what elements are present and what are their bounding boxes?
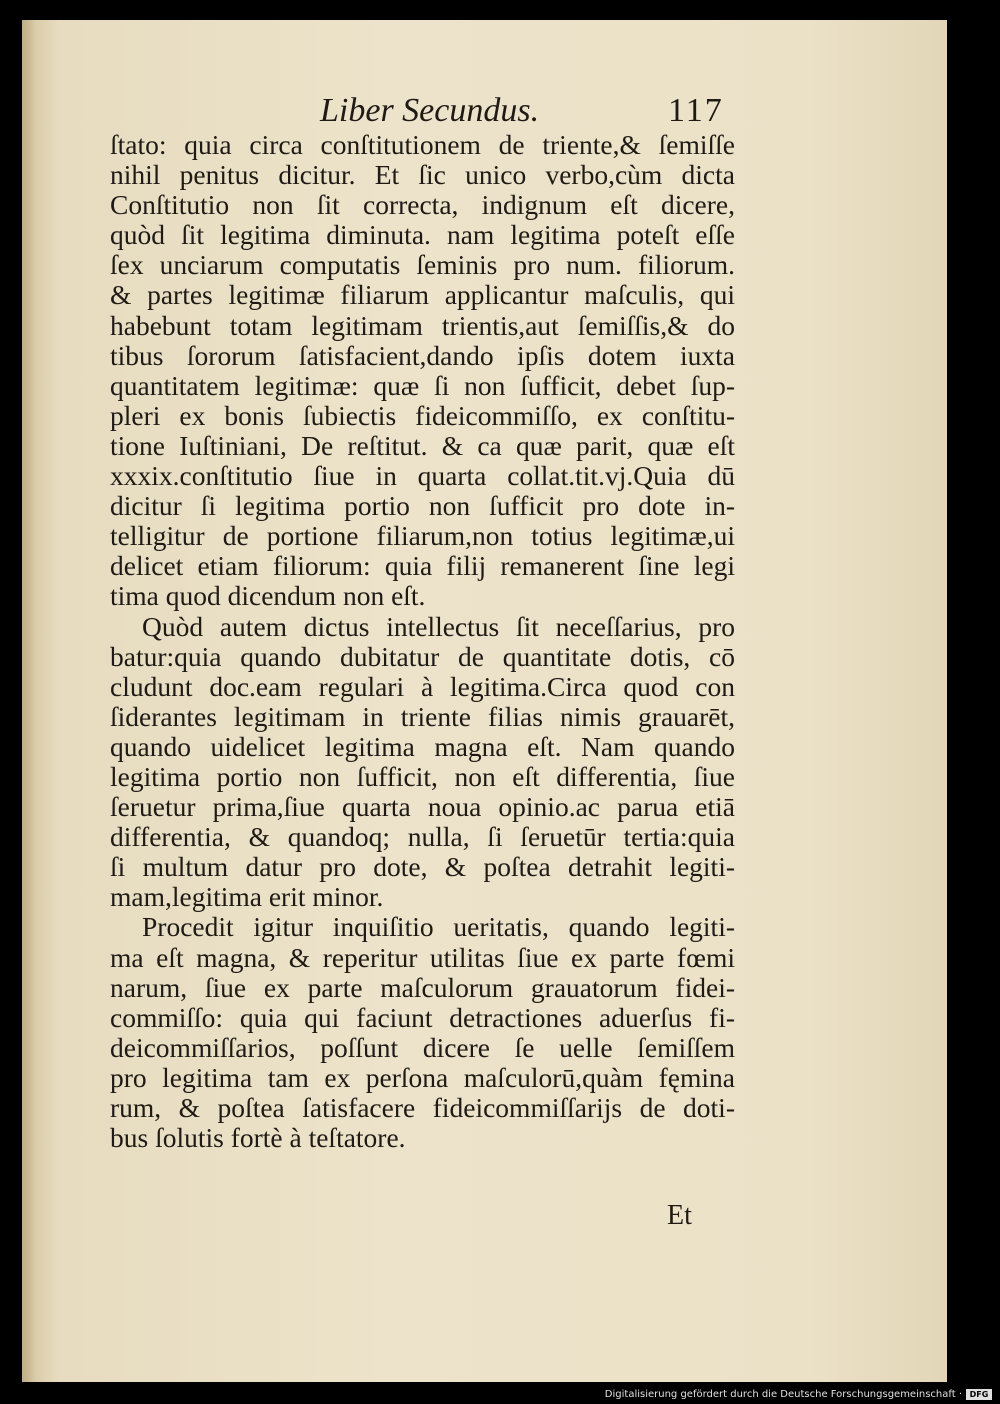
text-line: tione Iuſtiniani, De reſtitut. & ca quæ parit, quæ eſt	[110, 429, 735, 461]
page-number: 117	[668, 92, 724, 129]
text-line: batur:quia quando dubitatur de quantitate dotis, cō	[110, 640, 735, 672]
text-line: xxxix.conſtitutio ſiue in quarta collat.tit.vj.Quia dū	[110, 460, 735, 492]
text-line: Procedit igitur inquiſitio ueritatis, quando legiti-	[142, 911, 735, 943]
text-line: tibus ſororum ſatisfacient,dando ipſis dotem iuxta	[110, 339, 735, 371]
text-line: quando uidelicet legitima magna eſt. Nam quando	[110, 730, 735, 762]
text-line: dicitur ſi legitima portio non ſufficit pro dote in-	[110, 490, 735, 522]
text-line: tima quod dicendum non eſt.	[110, 580, 426, 612]
text-line: narum, ſiue ex parte maſculorum grauatorum fidei-	[110, 971, 735, 1003]
text-line: habebunt totam legitimam trientis,aut ſemiſſis,& do	[110, 309, 735, 341]
text-line: pro legitima tam ex perſona maſculorū,quàm fęmina	[110, 1061, 735, 1093]
text-line: Quòd autem dictus intellectus ſit neceſſarius, pro	[142, 610, 735, 642]
text-line: legitima portio non ſufficit, non eſt differentia, ſiue	[110, 760, 735, 792]
text-line: & partes legitimæ filiarum applicantur maſculis, qui	[110, 279, 735, 311]
digitization-credit: Digitalisierung gefördert durch die Deutsche Forschungsgemeinschaft ·	[604, 1389, 962, 1400]
text-line: quantitatem legitimæ: quæ ſi non ſufficit, debet ſup-	[110, 369, 735, 401]
text-line: telligitur de portione filiarum,non totius legitimæ,ui	[110, 520, 735, 552]
text-line: ſiderantes legitimam in triente filias nimis grauarēt,	[110, 700, 735, 732]
body-text	[110, 130, 735, 1153]
text-line: delicet etiam filiorum: quia filij remanerent ſine legi	[110, 550, 735, 582]
text-line: mam,legitima erit minor.	[110, 881, 384, 913]
text-line: commiſſo: quia qui faciunt detractiones aduerſus fi-	[110, 1001, 735, 1033]
text-line: pleri ex bonis ſubiectis fideicommiſſo, ex conſtitu-	[110, 399, 735, 431]
text-line: quòd ſit legitima diminuta. nam legitima poteſt eſſe	[110, 219, 735, 251]
text-line: ſex unciarum computatis ſeminis pro num. filiorum.	[110, 249, 735, 281]
text-line: bus ſolutis fortè à teſtatore.	[110, 1122, 406, 1154]
text-line: ſtato: quia circa conſtitutionem de triente,& ſemiſſe	[110, 129, 735, 160]
dfg-logo-icon: DFG	[966, 1389, 992, 1400]
text-line: nihil penitus dicitur. Et ſic unico verbo,cùm dicta	[110, 159, 735, 191]
catchword: Et	[667, 1200, 692, 1231]
text-line: deicommiſſarios, poſſunt dicere ſe uelle ſemiſſem	[110, 1031, 735, 1063]
text-line: ſi multum datur pro dote, & poſtea detrahit legiti-	[110, 851, 735, 883]
text-line: rum, & poſtea ſatisfacere fideicommiſſarijs de doti-	[110, 1092, 735, 1123]
text-line: differentia, & quandoq; nulla, ſi ſeruetūr tertia:quia	[110, 821, 735, 853]
text-line: cludunt doc.eam regulari à legitima.Circa quod con	[110, 670, 735, 702]
text-line: Conſtitutio non ſit correcta, indignum eſt dicere,	[110, 189, 735, 221]
running-title: Liber Secundus.	[320, 92, 540, 129]
book-page	[22, 20, 947, 1382]
page-gutter-shadow	[22, 20, 36, 1382]
text-line: ſeruetur prima,ſiue quarta noua opinio.ac parua etiā	[110, 791, 735, 823]
text-line: ma eſt magna, & reperitur utilitas ſiue ex parte fœmi	[110, 941, 735, 973]
